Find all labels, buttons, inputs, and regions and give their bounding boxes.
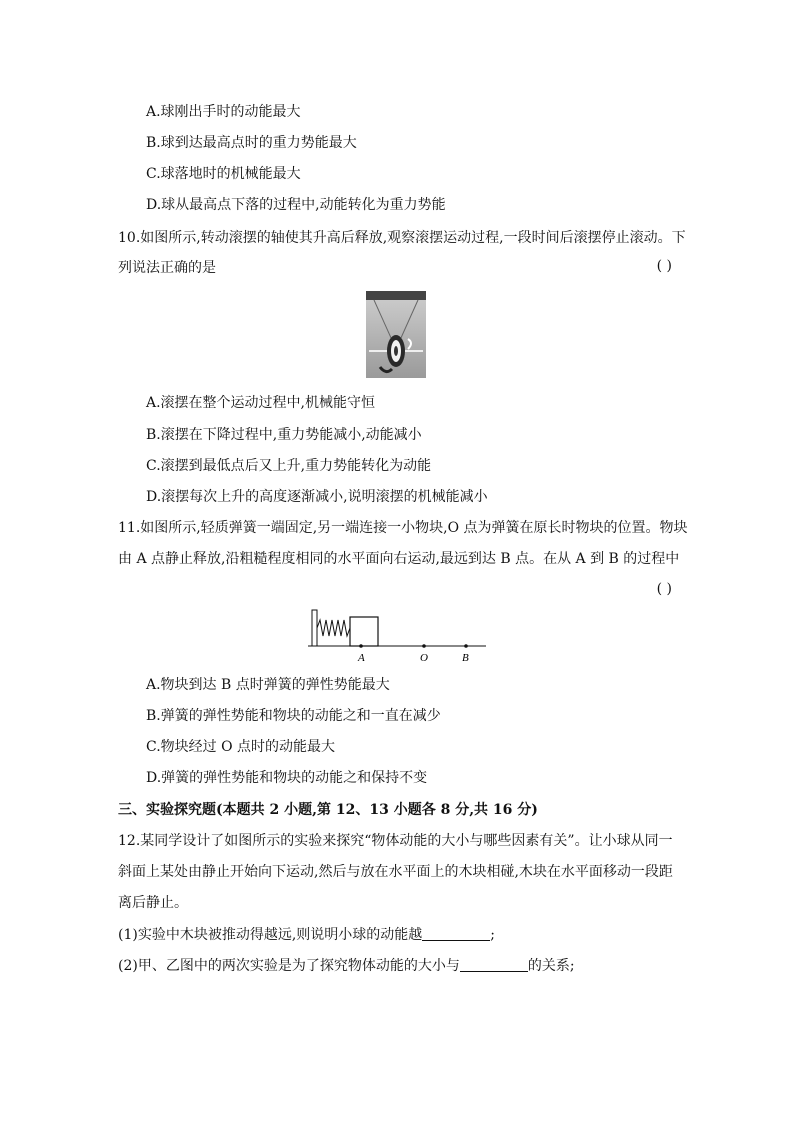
q9-option-a: A.球刚出手时的动能最大 — [146, 104, 301, 120]
q11-answer-paren: ( ) — [656, 581, 672, 597]
q11-option-d: D.弹簧的弹性势能和物块的动能之和保持不变 — [146, 770, 428, 786]
q10-stem-line2: 列说法正确的是 — [118, 260, 216, 276]
section-3-title: 三、实验探究题(本题共 2 小题,第 12、13 小题各 8 分,共 16 分) — [118, 802, 538, 818]
q10-answer-paren: ( ) — [656, 258, 672, 274]
q12-sub2-suffix: 的关系; — [527, 958, 575, 974]
q10-option-a: A.滚摆在整个运动过程中,机械能守恒 — [146, 395, 376, 411]
q10-option-c: C.滚摆到最低点后又上升,重力势能转化为动能 — [146, 458, 432, 474]
q11-stem-line1: 11.如图所示,轻质弹簧一端固定,另一端连接一小物块,O 点为弹簧在原长时物块的位置。物块 — [118, 520, 688, 536]
label-b: B — [462, 652, 469, 664]
q12-sub2 — [118, 956, 575, 976]
q12-sub1-blank[interactable] — [422, 926, 490, 941]
q12-sub1-text: (1)实验中木块被推动得越远,则说明小球的动能越 — [118, 927, 423, 943]
q12-stem-line1: 12.某同学设计了如图所示的实验来探究“物体动能的大小与哪些因素有关”。让小球从同一 — [118, 833, 673, 849]
q12-stem-line2: 斜面上某处由静止开始向下运动,然后与放在水平面上的木块相碰,木块在水平面移动一段距 — [118, 864, 673, 880]
q9-option-c: C.球落地时的机械能最大 — [146, 166, 301, 182]
q12-stem-line3: 离后静止。 — [118, 895, 188, 911]
q10-stem-line1: 10.如图所示,转动滚摆的轴使其升高后释放,观察滚摆运动过程,一段时间后滚摆停止滚动。下 — [118, 230, 686, 246]
q11-option-c: C.物块经过 O 点时的动能最大 — [146, 739, 336, 755]
q12-sub1-suffix: ; — [490, 927, 495, 943]
q12-sub2-text: (2)甲、乙图中的两次实验是为了探究物体动能的大小与 — [118, 958, 460, 974]
q11-option-b: B.弹簧的弹性势能和物块的动能之和一直在减少 — [146, 708, 441, 724]
q9-option-b: B.球到达最高点时的重力势能最大 — [146, 135, 357, 151]
q12-sub1 — [118, 925, 495, 945]
q11-option-a: A.物块到达 B 点时弹簧的弹性势能最大 — [146, 677, 390, 693]
q11-stem-line2: 由 A 点静止释放,沿粗糙程度相同的水平面向右运动,最远到达 B 点。在从 A 到 B 的过程中 — [118, 551, 680, 567]
q10-option-b: B.滚摆在下降过程中,重力势能减小,动能减小 — [146, 427, 422, 443]
q12-sub2-blank[interactable] — [460, 957, 528, 972]
label-o: O — [420, 652, 428, 664]
spring-block-figure — [308, 608, 488, 668]
q10-option-d: D.滚摆每次上升的高度逐渐减小,说明滚摆的机械能减小 — [146, 489, 488, 505]
q9-option-d: D.球从最高点下落的过程中,动能转化为重力势能 — [146, 197, 446, 213]
label-a: A — [358, 652, 365, 664]
maxwell-pendulum-figure — [366, 291, 426, 378]
